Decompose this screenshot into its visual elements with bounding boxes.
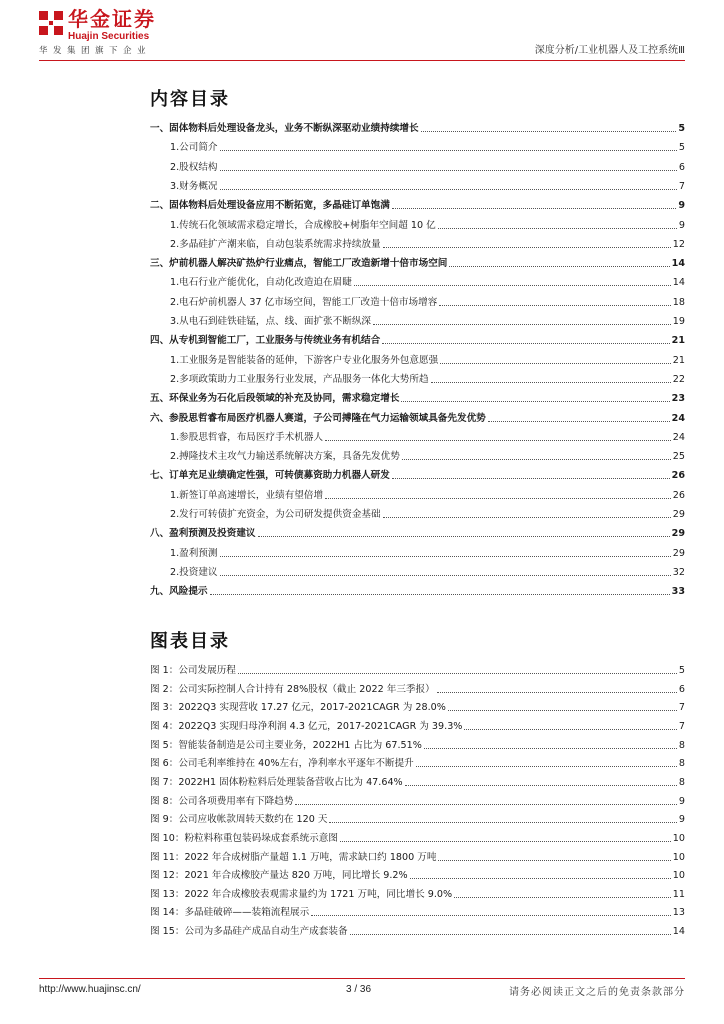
toc-chapter-entry[interactable] [150,121,685,135]
toc-chapter-entry[interactable] [150,333,685,347]
entry-text: 1.电石行业产能优化，自动化改造迫在眉睫 [170,277,352,289]
toc-section-entry[interactable] [170,449,685,463]
leader-dots [325,440,671,441]
entry-text: 2.发行可转债扩充资金，为公司研发提供资金基础 [170,509,381,520]
entry-text: 图 6：公司毛利率维持在 40%左右，净利率水平逐年不断提升 [150,758,414,770]
entry-page-number: 10 [672,832,685,844]
entry-page-number: 7 [678,720,685,732]
entry-page-number: 14 [672,277,685,289]
leader-dots [220,150,677,151]
leader-dots [416,766,677,767]
leader-dots [438,860,670,861]
leader-dots [410,878,671,879]
entry-text: 图 9：公司应收帐款周转天数约在 120 天 [150,814,328,826]
entry-text: 3.财务概况 [170,180,218,192]
entry-text: 1.参股思哲睿，布局医疗手术机器人 [170,431,324,443]
leader-dots [350,934,671,935]
toc-section-entry[interactable] [170,237,685,251]
entry-page-number: 9 [678,795,685,807]
entry-page-number: 21 [672,354,685,366]
toc-chapter-entry[interactable] [150,526,685,540]
entry-page-number: 9 [678,814,685,826]
entry-text: 二、固体物料后处理设备应用不断拓宽，多晶硅订单饱满 [150,200,390,212]
leader-dots [340,841,671,842]
leader-dots [454,897,671,898]
toc-section-entry[interactable] [170,295,685,309]
toc-section-entry[interactable] [170,160,685,174]
entry-text: 八、盈利预测及投资建议 [150,528,256,540]
leader-dots [311,915,671,916]
entry-text: 图 15：公司为多晶硅产成品自动生产成套装备 [150,926,348,938]
leader-dots [373,324,671,325]
figure-entry[interactable] [150,719,685,733]
entry-page-number: 5 [678,142,685,154]
leader-dots [402,459,671,460]
leader-dots [448,710,677,711]
toc-section-entry[interactable] [170,140,685,154]
toc-chapter-entry[interactable] [150,584,685,598]
header-divider [39,60,685,61]
entry-page-number: 6 [678,161,685,173]
entry-page-number: 9 [678,219,685,231]
entry-page-number: 29 [672,547,685,559]
leader-dots [439,305,670,306]
entry-page-number: 5 [678,665,685,676]
entry-page-number: 22 [672,373,685,385]
leader-dots [383,517,671,518]
toc-chapter-entry[interactable] [150,411,685,425]
entry-page-number: 26 [672,489,685,501]
figure-entry[interactable] [150,905,685,919]
entry-text: 图 12：2021 年合成橡胶产量达 820 万吨，同比增长 9.2% [150,870,408,882]
entry-text: 图 7：2022H1 固体粉粒料后处理装备营收占比为 47.64% [150,776,403,788]
leader-dots [383,247,671,248]
leader-dots [437,692,677,693]
entry-page-number: 18 [672,296,685,308]
entry-page-number: 11 [672,888,685,900]
toc-title: 内容目录 [150,89,230,110]
toc-section-entry[interactable] [170,372,685,386]
leader-dots [401,401,669,402]
brand-logo-icon [39,11,63,35]
toc-section-entry[interactable] [170,314,685,328]
entry-text: 五、环保业务为石化后段领域的补充及协同，需求稳定增长 [150,393,400,405]
entry-page-number: 33 [671,586,685,598]
entry-page-number: 32 [672,566,685,578]
entry-text: 图 5：智能装备制造是公司主要业务，2022H1 占比为 67.51% [150,739,422,751]
figure-entry[interactable] [150,775,685,789]
leader-dots [258,536,670,537]
leader-dots [464,729,676,730]
entry-page-number: 8 [678,739,685,751]
figure-entry[interactable] [150,887,685,901]
entry-text: 四、从专机到智能工厂，工业服务与传统业务有机结合 [150,335,381,347]
entry-page-number: 7 [678,702,685,714]
entry-page-number: 24 [671,412,685,424]
toc-section-entry[interactable] [170,488,685,502]
entry-page-number: 23 [671,393,685,405]
toc-section-entry[interactable] [170,565,685,579]
entry-page-number: 25 [672,451,685,463]
entry-text: 图 8：公司各项费用率有下降趋势 [150,795,294,807]
toc-section-entry[interactable] [170,218,685,232]
figure-entry[interactable] [150,924,685,938]
entry-text: 1.工业服务是智能装备的延伸，下游客户专业化服务外包意愿强 [170,354,439,366]
leader-dots [295,804,676,805]
leader-dots [220,170,677,171]
leader-dots [424,748,677,749]
entry-text: 图 4：2022Q3 实现归母净利润 4.3 亿元，2017-2021CAGR 为 39.3% [150,720,463,732]
entry-text: 图 1：公司发展历程 [150,665,236,676]
figure-entry[interactable] [150,756,685,770]
leader-dots [220,556,671,557]
entry-page-number: 10 [672,851,685,863]
entry-text: 2.股权结构 [170,161,218,173]
leader-dots [392,478,670,479]
figure-entry[interactable] [150,812,685,826]
entry-text: 九、风险提示 [150,586,208,598]
entry-page-number: 21 [671,335,685,347]
toc-chapter-entry[interactable] [150,256,685,270]
leader-dots [438,228,677,229]
figure-entry[interactable] [150,868,685,882]
entry-text: 1.新签订单高速增长，业绩有望倍增 [170,489,324,501]
leader-dots [392,208,676,209]
entry-page-number: 9 [678,200,685,212]
leader-dots [421,131,677,132]
toc-section-entry[interactable] [170,507,685,521]
footer-url-link[interactable]: http://www.huajinsc.cn/ [39,984,141,995]
entry-text: 六、参股思哲睿布局医疗机器人赛道，子公司搏隆在气力运输领域具备先发优势 [150,412,486,424]
leader-dots [488,421,670,422]
entry-text: 2.电石炉前机器人 37 亿市场空间，智能工厂改造十倍市场增容 [170,296,438,308]
entry-text: 1.盈利预测 [170,547,218,559]
brand-name-en: Huajin Securities [68,31,150,42]
entry-page-number: 29 [671,528,685,540]
entry-page-number: 14 [671,258,685,270]
entry-page-number: 8 [678,776,685,788]
entry-text: 2.投资建议 [170,566,218,578]
leader-dots [354,285,671,286]
entry-page-number: 24 [672,431,685,443]
entry-text: 图 3：2022Q3 实现营收 17.27 亿元，2017-2021CAGR 为 28.0% [150,702,446,714]
brand-name-cn: 华金证券 [68,7,156,31]
entry-text: 1.公司简介 [170,142,218,154]
figure-entry[interactable] [150,700,685,714]
leader-dots [405,785,677,786]
entry-text: 2.搏隆技术主攻气力输送系统解决方案，具备先发优势 [170,451,400,463]
page-number: 3 / 36 [346,984,372,995]
leader-dots [220,575,671,576]
toc-section-entry[interactable] [170,275,685,289]
entry-page-number: 8 [678,758,685,770]
entry-text: 图 13：2022 年合成橡胶表观需求量约为 1721 万吨，同比增长 9.0% [150,888,453,900]
entry-page-number: 13 [672,907,685,919]
entry-text: 七、订单充足业绩确定性强，可转债募资助力机器人研发 [150,470,390,482]
entry-page-number: 14 [672,926,685,938]
entry-text: 图 14：多晶硅破碎——装箱流程展示 [150,907,310,919]
leader-dots [440,363,671,364]
leader-dots [220,189,677,190]
toc-section-entry[interactable] [170,546,685,560]
entry-page-number: 7 [678,180,685,192]
entry-page-number: 6 [678,683,685,695]
disclaimer-note: 请务必阅读正文之后的免责条款部分 [509,987,685,998]
entry-text: 1.传统石化领域需求稳定增长，合成橡胶+树脂年空间超 10 亿 [170,219,436,231]
figure-entry[interactable] [150,794,685,808]
figure-entry[interactable] [150,663,685,677]
entry-text: 一、固体物料后处理设备龙头，业务不断纵深驱动业绩持续增长 [150,123,419,134]
brand-tagline: 华发集团旗下企业 [39,46,152,56]
figures-title: 图表目录 [150,631,230,652]
leader-dots [325,498,671,499]
toc-chapter-entry[interactable] [150,198,685,212]
entry-page-number: 19 [672,316,685,327]
leader-dots [238,673,677,674]
figure-entry[interactable] [150,831,685,845]
toc-section-entry[interactable] [170,430,685,444]
leader-dots [382,343,669,344]
entry-text: 3.从电石到硅铁硅锰，点、线、面扩张不断纵深 [170,316,372,327]
leader-dots [449,266,669,267]
toc-chapter-entry[interactable] [150,468,685,482]
leader-dots [210,594,670,595]
leader-dots [329,822,676,823]
figure-entry[interactable] [150,850,685,864]
toc-chapter-entry[interactable] [150,391,685,405]
figure-entry[interactable] [150,682,685,696]
entry-text: 图 10：粉粒料称重包装码垛成套系统示意图 [150,832,338,844]
entry-page-number: 12 [672,238,685,250]
entry-text: 图 11：2022 年合成树脂产量超 1.1 万吨，需求缺口约 1800 万吨 [150,851,437,863]
figure-entry[interactable] [150,738,685,752]
footer-divider [39,978,685,979]
entry-page-number: 5 [678,123,685,134]
entry-text: 2.多晶硅扩产潮来临，自动包装系统需求持续放量 [170,238,381,250]
leader-dots [431,382,671,383]
entry-page-number: 26 [671,470,685,482]
entry-text: 图 2：公司实际控制人合计持有 28%股权（截止 2022 年三季报） [150,683,435,695]
entry-text: 2.多项政策助力工业服务行业发展，产品服务一体化大势所趋 [170,373,429,385]
entry-text: 三、炉前机器人解决矿热炉行业痛点，智能工厂改造新增十倍市场空间 [150,258,448,270]
toc-section-entry[interactable] [170,179,685,193]
entry-page-number: 29 [672,509,685,520]
report-type: 深度分析/工业机器人及工控系统Ⅲ [534,45,685,56]
entry-page-number: 10 [672,870,685,882]
toc-section-entry[interactable] [170,353,685,367]
